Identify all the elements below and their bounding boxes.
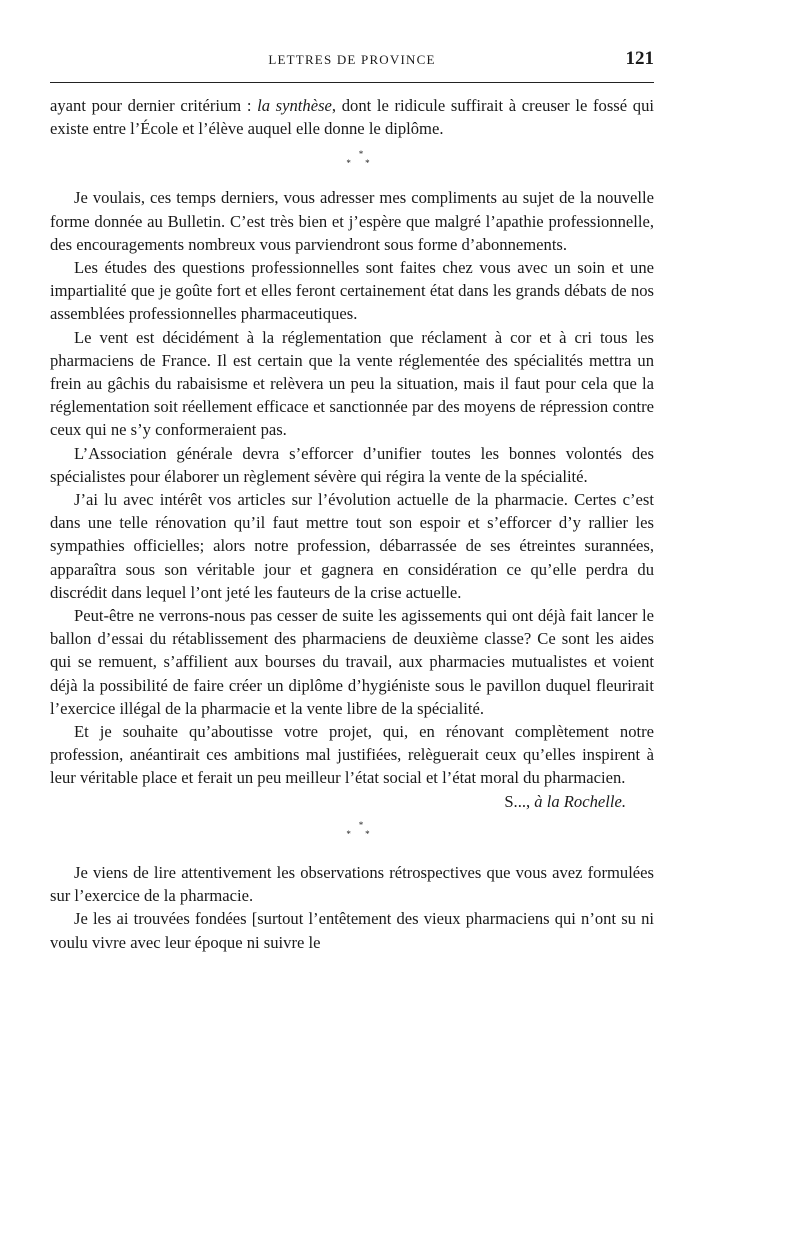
paragraph: Je viens de lire attentivement les observations rétrospectives que vous avez formulées sur l’exercice de la pharmacie. — [50, 862, 654, 906]
paragraph: Et je souhaite qu’aboutisse votre projet, qui, en rénovant complètement notre profession, anéantirait ces ambitions mal justifiées, relèguerait ceux qu’elles inspirent à leur véritable place et ferait un peu meilleur l’état social et l’état moral du pharmacien. — [50, 722, 654, 788]
paragraph-1-emphasis: la synthèse — [257, 96, 332, 115]
letter-signature — [50, 790, 654, 813]
paragraph-1-start: ayant pour dernier critérium : — [50, 96, 252, 115]
running-head — [50, 50, 654, 76]
signature-name: S..., — [504, 791, 535, 811]
paragraph: Je voulais, ces temps derniers, vous adresser mes compliments au sujet de la nouvelle forme donnée au Bulletin. C’est très bien et j’espère que malgré l’apathie professionnelle, des encouragements nombreux vous parviendront sous forme d’abonnements. — [50, 188, 654, 254]
paragraph: Je les ai trouvées fondées [surtout l’entêtement des vieux pharmaciens qui n’ont su ni voulu vivre avec leur époque ni suivre le — [50, 909, 654, 952]
running-title: LETTRES DE PROVINCE — [268, 52, 436, 67]
body-text — [50, 94, 654, 954]
paragraph: Le vent est décidément à la réglementation que réclament à cor et à cri tous les pharmaciens de France. Il est certain que la vente réglementée des spécialités mettra un frein au gâchis du rabaisisme et relèvera un peu la situation, mais il faut pour cela que la réglementation soit réellement efficace et sanctionnée par des moyens de répression contre ceux qui ne s’y conformeraient pas. — [50, 327, 654, 440]
separator-star-top: * — [358, 149, 364, 160]
paragraph: Peut-être ne verrons-nous pas cesser de suite les agissements qui ont déjà fait lancer le ballon d’essai du rétablissement des pharmaciens de deuxième classe? Ce sont les aides qui se remuent, s’affilient aux bourses du travail, aux pharmacies mutualistes et voient déjà la possibilité de faire créer un diplôme d’hygiéniste sous le pavillon duquel fleurirait l’exercice illégal de la pharmacie et la vente libre de la spécialité. — [50, 606, 654, 718]
section-separator — [50, 821, 654, 839]
paragraph: L’Association générale devra s’efforcer d’unifier toutes les bonnes volontés des spécialistes pour élaborer un règlement sévère qui régira la vente de la spécialité. — [50, 443, 654, 486]
section-separator — [50, 150, 654, 168]
separator-stars-bottom: * * — [346, 828, 376, 839]
paragraph-continuation — [50, 94, 654, 140]
separator-star-top: * — [358, 819, 364, 830]
paragraph-1-end: , dont le ridicule suffirait à creuser le fossé qui existe entre l’École et l’élève auquel elle donne le diplôme. — [50, 96, 654, 139]
separator-stars-bottom: * * — [346, 158, 376, 169]
signature-place: à la Rochelle. — [534, 791, 626, 811]
paragraph: J’ai lu avec intérêt vos articles sur l’évolution actuelle de la pharmacie. Certes c’est dans une telle rénovation qu’il faut mettre tout son espoir et s’efforcer d’y rallier les sympathies officielles; alors notre profession, débarrassée de ses étreintes surannées, apparaîtra sous son véritable jour et gagnera en considération ce qu’elle perdra du discrédit dans lequel l’ont jeté les fauteurs de la crise actuelle. — [50, 490, 654, 602]
paragraph: Les études des questions professionnelles sont faites chez vous avec un soin et une impartialité que je goûte fort et elles feront certainement état dans les grands débats de nos assemblées professionnelles pharmaceutiques. — [50, 258, 654, 324]
page-number: 121 — [625, 48, 654, 69]
header-rule — [50, 82, 654, 83]
